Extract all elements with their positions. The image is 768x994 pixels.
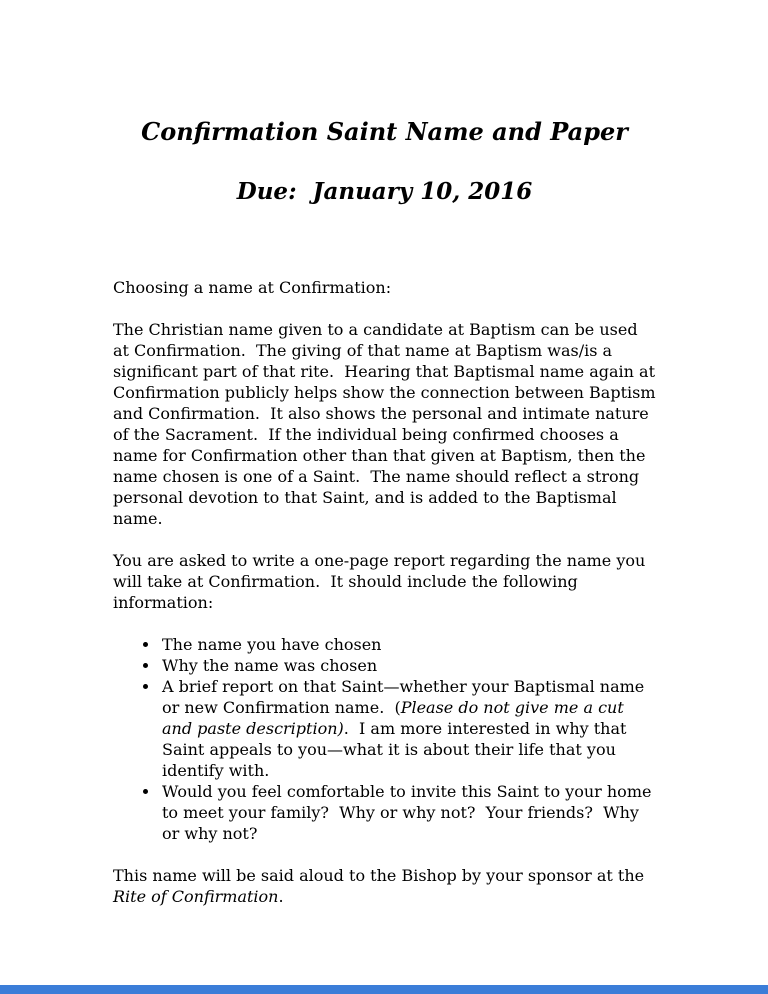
list-item-name-chosen: • The name you have chosen	[160, 634, 656, 655]
due-date-line: Due: January 10, 2016	[236, 178, 533, 205]
list-item-brief-report: • A brief report on that Saint—whether your Baptismal name or new Confirmation name. (Please do not give me a cut and paste description). I am more interested in why that Saint appeals to you—what it is about their life that you identify with.	[160, 676, 656, 781]
intro-heading: Choosing a name at Confirmation:	[113, 278, 392, 297]
paragraph-baptism-name: The Christian name given to a candidate at Baptism can be used at Confirmation. The giving of that name at Baptism was/is a significant part of that rite. Hearing that Baptismal name again at Confirmation publicly helps show the connection between Baptism and Confirmation. It also shows the personal and intimate nature of the Sacrament. If the individual being confirmed chooses a name for Confirmation other than that given at Baptism, then the name chosen is one of a Saint. The name should reflect a strong personal devotion to that Saint, and is added to the Baptismal name.	[113, 320, 661, 528]
list-item-why-chosen: • Why the name was chosen	[160, 655, 656, 676]
requirements-list	[113, 634, 656, 844]
bottom-bar	[0, 985, 768, 994]
list-item-invite-saint: • Would you feel comfortable to invite this Saint to your home to meet your family? Why or why not? Your friends? Why or why not?	[160, 781, 656, 844]
paragraph-report-instructions: You are asked to write a one-page report regarding the name you will take at Confirmation. It should include the following information:	[113, 551, 651, 612]
document-title: Confirmation Saint Name and Paper	[141, 117, 628, 146]
closing-paragraph: This name will be said aloud to the Bishop by your sponsor at the Rite of Confirmation.	[113, 866, 650, 906]
